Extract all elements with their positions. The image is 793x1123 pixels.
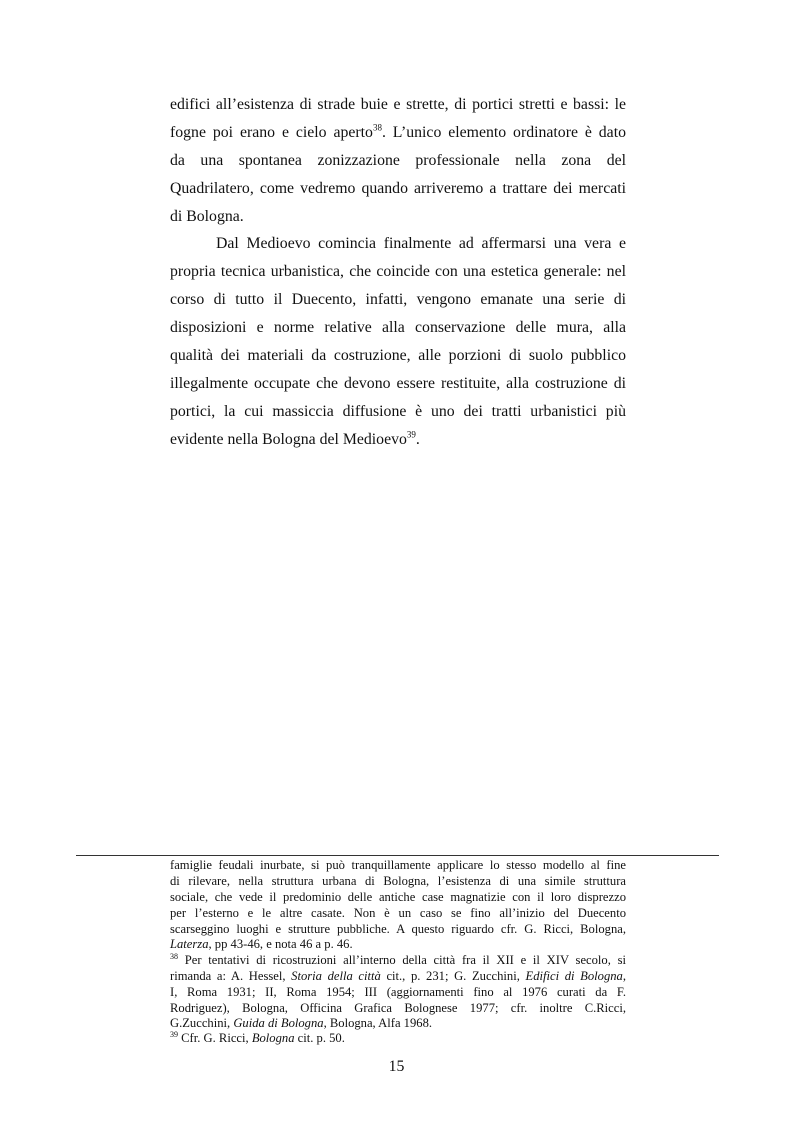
- footnote-line: Rodriguez), Bologna, Officina Grafica Bolognese 1977; cfr. inoltre C.Ricci,: [170, 1001, 626, 1015]
- body-line: da una spontanea zonizzazione professionale nella zona del: [170, 152, 626, 169]
- footnote-line: scarseggino luoghi e strutture pubbliche. A questo riguardo cfr. G. Ricci, Bologna,: [170, 922, 626, 936]
- page-number: 15: [388, 1058, 405, 1075]
- body-line: propria tecnica urbanistica, che coincide con una estetica generale: nel: [170, 263, 626, 280]
- body-line: qualità dei materiali da costruzione, alle porzioni di suolo pubblico: [170, 347, 626, 364]
- footnote-number: 39: [170, 1029, 178, 1039]
- footnote-number: 38: [170, 951, 178, 961]
- body-line: corso di tutto il Duecento, infatti, vengono emanate una serie di: [170, 291, 626, 308]
- footnote-line: I, Roma 1931; II, Roma 1954; III (aggiornamenti fino al 1976 curati da F.: [170, 985, 626, 999]
- footnote-line: rimanda a: A. Hessel, Storia della città cit., p. 231; G. Zucchini, Edifici di Bologna,: [170, 969, 626, 983]
- body-line: evidente nella Bologna del Medioevo$^{39}$.: [170, 429, 420, 448]
- footnote-line: per l’esterno e le altre casate. Non è un caso se fino all’inizio del Duecento: [170, 906, 626, 920]
- footnote-39: $^{39}$ Cfr. G. Ricci, Bologna cit. p. 50.: [170, 1029, 345, 1045]
- body-line: fogne poi erano e cielo aperto$^{38}$. L’unico elemento ordinatore è dato: [170, 122, 626, 141]
- footnote-38: $^{38}$ Per tentativi di ricostruzioni all’interno della città fra il XII e il XIV secolo, si: [170, 951, 626, 967]
- footnote-line: G.Zucchini, Guida di Bologna, Bologna, Alfa 1968.: [170, 1016, 433, 1030]
- footnote-ref-39[interactable]: 39: [406, 429, 416, 440]
- body-line: disposizioni e norme relative alla conservazione delle mura, alla: [170, 319, 626, 336]
- body-line: illegalmente occupate che devono essere restituite, alla costruzione di: [170, 375, 626, 392]
- body-line: portici, la cui massiccia diffusione è uno dei tratti urbanistici più: [170, 403, 626, 420]
- footnote-line: famiglie feudali inurbate, si può tranquillamente applicare lo stesso modello al fine: [170, 858, 626, 872]
- body-line: Dal Medioevo comincia finalmente ad affermarsi una vera e: [216, 235, 626, 252]
- footnote-line: sociale, che vede il predominio delle antiche case magnatizie con il loro disprezzo: [170, 890, 626, 904]
- footnote-separator: [76, 855, 719, 856]
- body-line: di Bologna.: [170, 208, 244, 225]
- footnote-ref-38[interactable]: 38: [372, 122, 382, 133]
- footnote-line: Laterza, pp 43-46, e nota 46 a p. 46.: [170, 937, 353, 951]
- body-line: Quadrilatero, come vedremo quando arriveremo a trattare dei mercati: [170, 180, 626, 197]
- footnote-line: di rilevare, nella struttura urbana di Bologna, l’esistenza di una simile struttura: [170, 874, 626, 888]
- body-line: edifici all’esistenza di strade buie e strette, di portici stretti e bassi: le: [170, 96, 626, 113]
